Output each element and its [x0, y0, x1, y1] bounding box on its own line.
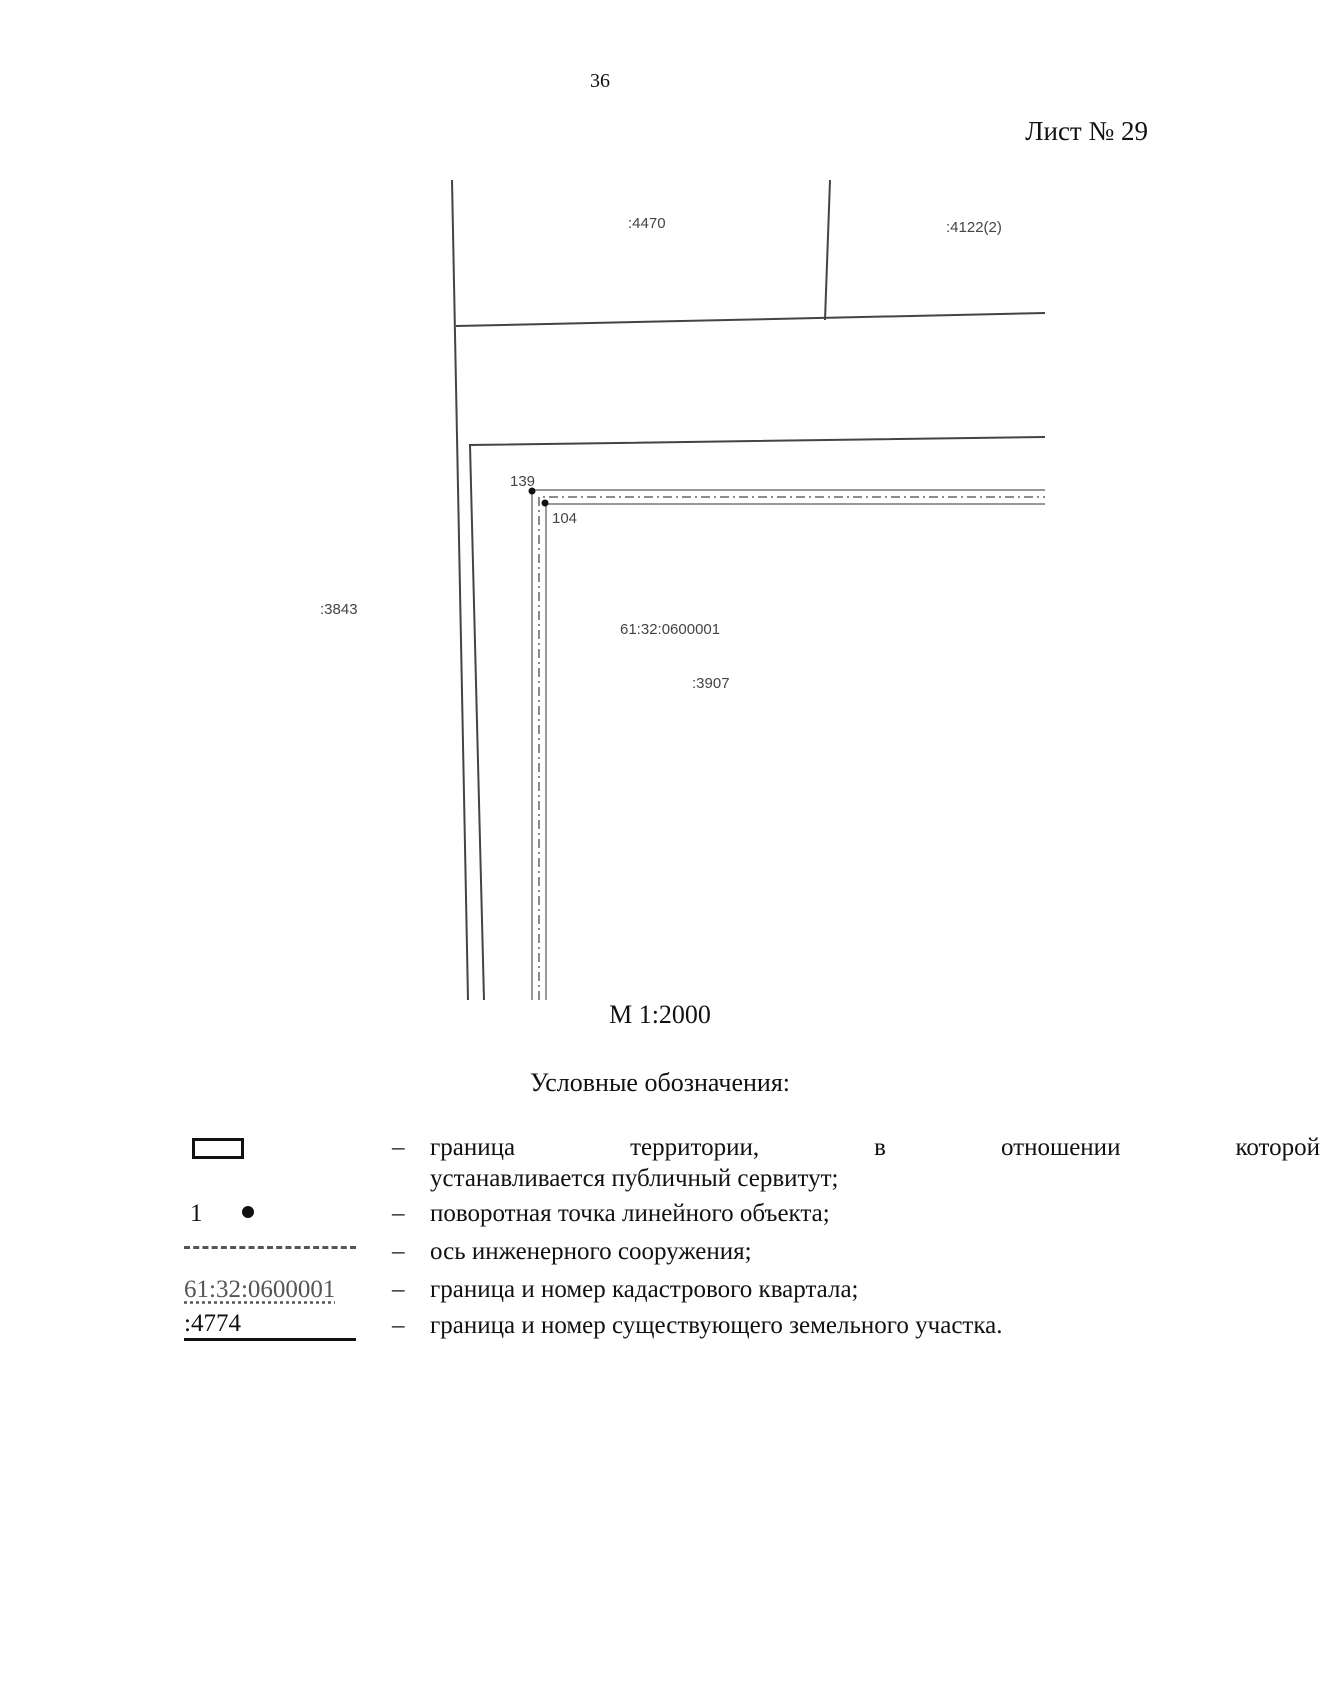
legend-dash: – [392, 1238, 405, 1265]
parcel-label-4470: :4470 [628, 215, 666, 232]
legend-dash: – [392, 1276, 405, 1303]
parcel-label-3843: :3843 [320, 601, 358, 618]
turning-point-104 [542, 500, 549, 507]
sheet-label: Лист № 29 [1025, 116, 1148, 146]
engineering-axis [539, 497, 1045, 1000]
turning-point-number: 1 [190, 1200, 203, 1227]
map-scale: М 1:2000 [609, 1000, 711, 1029]
legend-dash: – [392, 1134, 405, 1161]
legend-dash: – [392, 1312, 405, 1339]
servitude-boundary-outer [532, 490, 1045, 1000]
quarter-label: 61:32:0600001 [620, 621, 721, 638]
quarter-symbol: 61:32:0600001 [184, 1276, 336, 1303]
parcel-boundary-left-outer [452, 180, 468, 1000]
legend-text: граница территории, в отношении которой [430, 1134, 1320, 1161]
legend-item-axis [184, 1236, 1144, 1267]
legend-title: Условные обозначения: [529, 1068, 791, 1097]
legend-text: устанавливается публичный сервитут; [430, 1165, 839, 1192]
legend-text: граница и номер кадастрового квартала; [430, 1276, 859, 1303]
legend-text: граница и номер существующего земельного участка. [430, 1312, 1003, 1339]
legend-item-parcel [184, 1310, 1144, 1341]
servitude-boundary-inner [546, 504, 1045, 1000]
point-label-104: 104 [552, 510, 578, 527]
point-label-139: 139 [510, 473, 536, 490]
legend-item-quarter [184, 1274, 1144, 1305]
parcel-boundary-horizontal-upper [456, 313, 1045, 326]
parcel-label-4122: :4122(2) [946, 219, 1002, 236]
parcel-boundary-divider [825, 180, 830, 320]
legend-dash: – [392, 1200, 405, 1227]
parcel-symbol: :4774 [184, 1310, 356, 1341]
legend-text: поворотная точка линейного объекта; [430, 1200, 830, 1227]
page-number: 36 [590, 70, 610, 92]
legend-item-servitude [184, 1132, 1320, 1194]
legend-text: ось инженерного сооружения; [430, 1238, 752, 1265]
legend-item-turning-point [184, 1198, 1144, 1229]
turning-point-dot-icon [242, 1206, 254, 1218]
parcel-label-3907: :3907 [692, 675, 730, 692]
